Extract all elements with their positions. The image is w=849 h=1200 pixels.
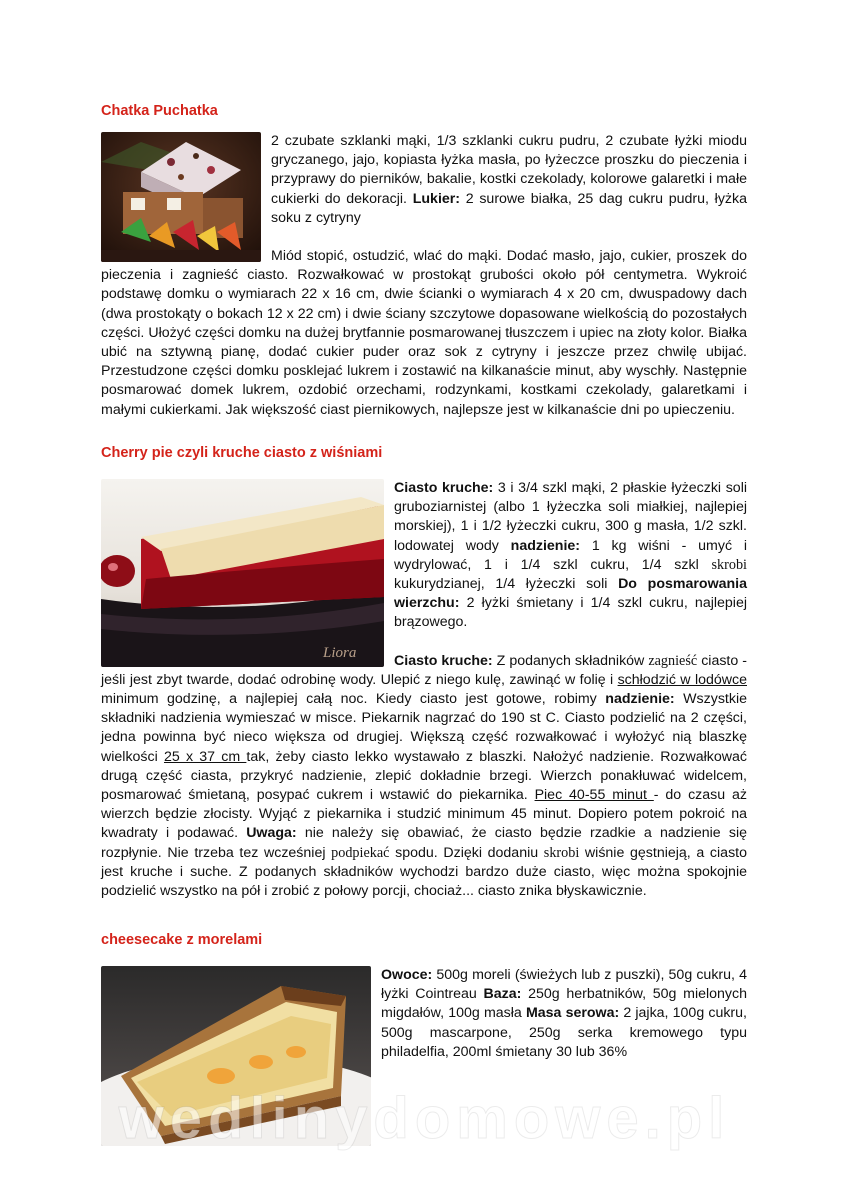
gingerbread-house-photo — [101, 132, 261, 262]
watermark: wedlinydomowe.pl — [118, 1086, 731, 1151]
ingredients-chatka: 2 czubate szklanki mąki, 1/3 szklanki cukru pudru, 2 czubate łyżki miodu gryczanego, jajo, kopiasta łyżka masła, po łyżeczce proszku do pieczenia i przyprawy do pierników, bakalie, kostki czekolady, kolorowe galaretki i małe cukierki do dekoracji. Lukier: 2 surowe białka, 25 dag cukru pudru, łyżka soku z cytryny — [271, 133, 748, 226]
method-cherry-pie: Ciasto kruche: Z podanych składników zagnieść ciasto - jeśli jest zbyt twarde, dodać odrobinę wody. Ulepić z niego kulę, zawinąć w folię i schłodzić w lodówce minimum godzinę, a najlepiej całą noc. Kiedy ciasto jest gotowe, robimy nadzienie: Wszystkie składniki nadzienia wymieszać w misce. Piekarnik nagrzać do 190 st C. Ciasto podzielić na 2 części, jedna powinna być nieco większa od drugiej. Większą część rozwałkować i wyłożyć nią blaszkę wielkości 25 x 37 cm tak, żeby ciasto lekko wystawało z blaszki. Nałożyć nadzienie. Rozwałkować drugą część ciasta, przykryć nadzienie, zlepić dokładnie brzegi. Wierzch ponakłuwać widelcem, posmarować śmietaną, posypać cukrem i wstawić do piekarnika. Piec 40-55 minut - do czasu aż wierzch będzie złocisty. Wyjąć z piekarnika i studzić minimum 45 minut. Dopiero potem pokroić na kwadraty i podawać. Uwaga: nie należy się obawiać, że ciasto będzie rzadkie a nadzienie się rozpłynie. Nie trzeba tez wcześniej podpiekać spodu. Dzięki dodaniu skrobi wiśnie gęstnieją, a ciasto jest kruche i suche. Z podanych składników wychodzi bardzo duże ciasto, więc można spokojnie podzielić wszystko na pół i zrobić z połowy porcji, chociaż... ciasto znika błyskawicznie. — [101, 652, 748, 900]
method-chatka: Miód stopić, ostudzić, wlać do mąki. Dodać masło, jajo, cukier, proszek do pieczenia i zagnieść ciasto. Rozwałkować w prostokąt grubości około pół centymetra. Wykroić podstawę domku o wymiarach 22 x 16 cm, dwie ścianki o wymiarach 4 x 20 cm, dwuspadowy dach (dwa prostokąty o bokach 12 x 22 cm) i dwie ściany szczytowe dopasowane wielkością do pozostałych części. Ułożyć części domku na dużej brytfannie posmarowanej tłuszczem i upiec na złoty kolor. Białka ubić na sztywną pianę, dodać cukier puder oraz sok z cytryny i jeszcze przez chwilę ubijać. Przestudzone części domku posklejać lukrem i zostawić na kilkanaście minut, aby wyschły. Następnie posmarować domek lukrem, ozdobić orzechami, rodzynkami, kostkami czekolady, galaretkami i małymi cukierkami. Jak większość ciast piernikowych, najlepsze jest w kilkanaście dni po upieczeniu. — [101, 248, 747, 418]
recipe-title-cheesecake: cheesecake z morelami — [101, 932, 263, 948]
recipe-title-chatka: Chatka Puchatka — [101, 103, 218, 119]
recipe-body-chatka — [101, 132, 747, 420]
recipe-body-cherry-pie — [101, 479, 747, 901]
recipe-title-cherry-pie: Cherry pie czyli kruche ciasto z wiśniami — [101, 445, 383, 461]
ingredients-cheesecake: Owoce: 500g moreli (świeżych lub z puszki), 50g cukru, 4 łyżki Cointreau Baza: 250g herbatników, 50g mielonych migdałów, 100g masła Masa serowa: 2 jajka, 100g cukru, 500g mascarpone, 250g serka kremowego typu philadelfia, 200ml śmietany 30 lub 36% — [381, 967, 747, 1060]
photo-signature: Liora — [323, 645, 357, 661]
ingredients-cherry-pie: Ciasto kruche: 3 i 3/4 szkl mąki, 2 płaskie łyżeczki soli gruboziarnistej (albo 1 łyżeczka soli miałkiej, najlepiej morskiej), 1 i 1/2 łyżeczki cukru, 300 g masła, 1/2 szkl. lodowatej wody nadzienie: 1 kg wiśni - umyć i wydrylować, 1 i 1/4 szkl cukru, 1/4 szkl skrobi kukurydzianej, 1/4 łyżeczki soli Do posmarowania wierzchu: 2 łyżki śmietany i 1/4 szkl cukru, najlepiej brązowego. — [394, 480, 747, 631]
cherry-pie-photo — [101, 479, 384, 667]
